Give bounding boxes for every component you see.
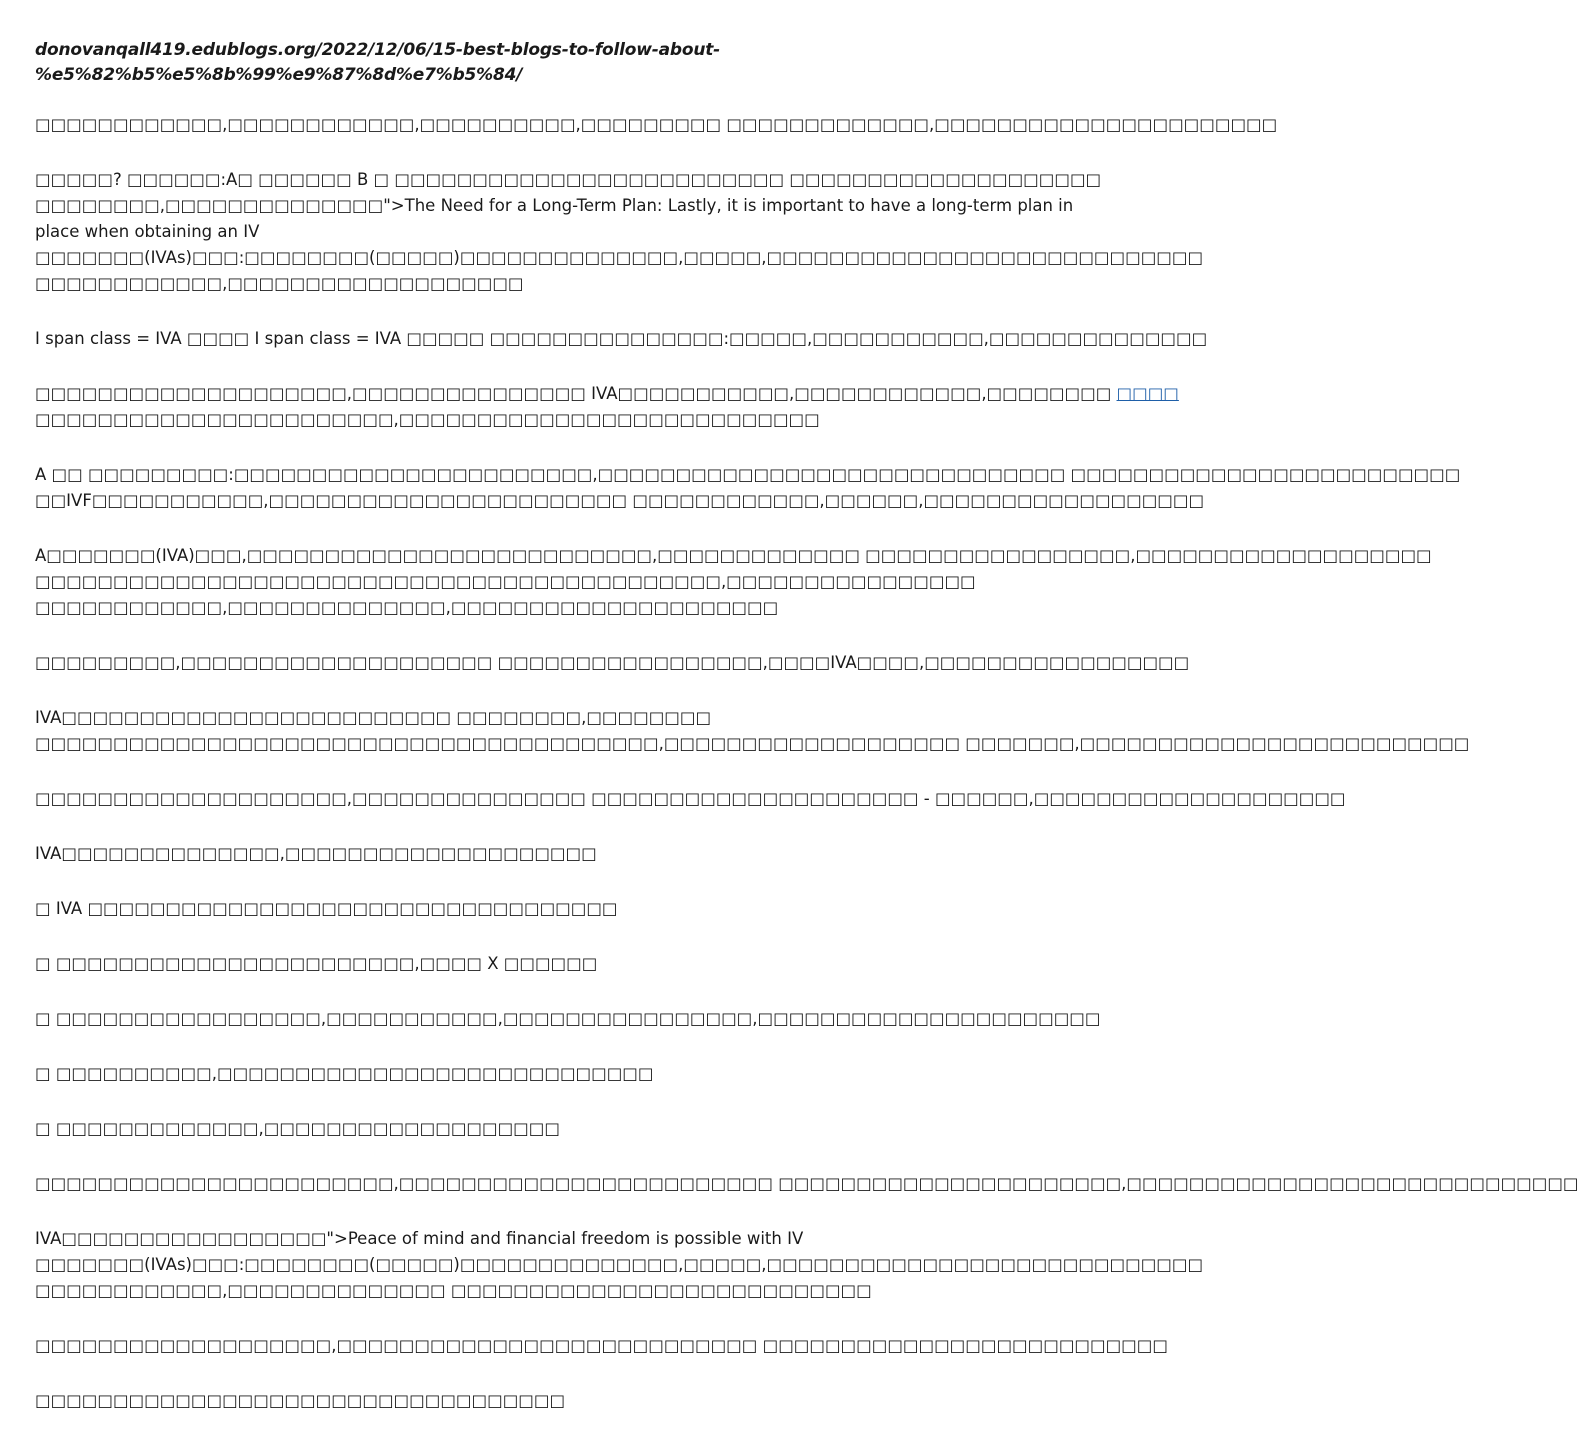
- text-line: □□□□□□□□□□□□,□□□□□□□□□□□□□□□□□□□: [35, 274, 524, 293]
- paragraph: [35, 112, 1278, 138]
- paragraph: [35, 1333, 1168, 1359]
- text-line: □□□□□□□(IVAs)□□□:□□□□□□□□(□□□□□)□□□□□□□□□□□□□□,□□□□□,□□□□□□□□□□□□□□□□□□□□□□□□□□□□: [35, 1255, 1204, 1274]
- text-line: □□□□□□□□□□□□□□□□□□□□□□□□□□□□□□□□□□□□□□□□,□□□□□□□□□□□□□□□□□□□ □□□□□□□,□□□□□□□□□□□□□□□□□□□□□□□□□: [35, 734, 1470, 753]
- text-line: place when obtaining an IV: [35, 222, 260, 241]
- text-line: □ IVA □□□□□□□□□□□□□□□□□□□□□□□□□□□□□□□□□□: [35, 899, 618, 918]
- paragraph: [35, 650, 1190, 676]
- text-line: □□□□□□□□□□□□□□□□□□□□□□□□□□□□□□□□□□: [35, 1391, 566, 1410]
- paragraph: [35, 1061, 978, 1087]
- text-line: IVA□□□□□□□□□□□□□□,□□□□□□□□□□□□□□□□□□□□: [35, 844, 597, 863]
- paragraph: [35, 167, 1204, 297]
- text-line: □ □□□□□□□□□□□□□□□□□,□□□□□□□□□□□,□□□□□□□□□□□□□□□□,□□□□□□□□□□□□□□□□□□□□□□: [35, 1009, 1101, 1028]
- paragraph: [35, 462, 1461, 514]
- text-line: □□□□□□□(IVAs)□□□:□□□□□□□□(□□□□□)□□□□□□□□□□□□□□,□□□□□,□□□□□□□□□□□□□□□□□□□□□□□□□□□□: [35, 248, 1204, 267]
- text-line: □□□□□□□□,□□□□□□□□□□□□□□">The Need for a Long-Term Plan: Lastly, it is important to have a long-term plan in: [35, 196, 1074, 215]
- text-line: □□□□□□□□□□□□□□□□□□□□,□□□□□□□□□□□□□□□ □□□□□□□□□□□□□□□□□□□□□ - □□□□□□,□□□□□□□□□□□□□□□□□□□□: [35, 789, 1346, 808]
- document-page: [35, 38, 1579, 1414]
- document-body: [35, 112, 1579, 1414]
- page-title: donovanqall419.edublogs.org/2022/12/06/15-best-blogs-to-follow-about-%e5%82%b5%e5%8b%99%e9%87%8d%e7%b5%84/: [35, 40, 721, 85]
- text-line: IVA□□□□□□□□□□□□□□□□□">Peace of mind and financial freedom is possible with IV: [35, 1229, 804, 1248]
- text-line: □□□□□□□□□□□□,□□□□□□□□□□□□□□,□□□□□□□□□□□□□□□□□□□□□: [35, 598, 779, 617]
- paragraph: [35, 543, 1432, 621]
- text-line: □ □□□□□□□□□□□□□□□□□□□□□□□,□□□□ X □□□□□□: [35, 954, 598, 973]
- text-line: A□□□□□□□(IVA)□□□,□□□□□□□□□□□□□□□□□□□□□□□□□□,□□□□□□□□□□□□□ □□□□□□□□□□□□□□□□□,□□□□□□□□□□□□□□□□□□□: [35, 546, 1432, 565]
- paragraph: [35, 705, 1470, 757]
- paragraph: [35, 1171, 1579, 1197]
- text-line: □□□□□□□□□□□□,□□□□□□□□□□□□,□□□□□□□□□□,□□□□□□□□□ □□□□□□□□□□□□□,□□□□□□□□□□□□□□□□□□□□□□: [35, 115, 1278, 134]
- text-line: A □□ □□□□□□□□□:□□□□□□□□□□□□□□□□□□□□□□□,□□□□□□□□□□□□□□□□□□□□□□□□□□□□□□ □□□□□□□□□□□□□□□□□□□□□□□□□: [35, 465, 1461, 484]
- text-line: □□IVF□□□□□□□□□□□,□□□□□□□□□□□□□□□□□□□□□□□ □□□□□□□□□□□□,□□□□□□,□□□□□□□□□□□□□□□□□□: [35, 491, 1205, 510]
- text-line: IVA□□□□□□□□□□□□□□□□□□□□□□□□□ □□□□□□□□,□□□□□□□□: [35, 708, 712, 727]
- text-line: □ □□□□□□□□□□□□□,□□□□□□□□□□□□□□□□□□□: [35, 1119, 560, 1138]
- text-line: □□□□□□□□□□□□□□□□□□□□,□□□□□□□□□□□□□□□ IVA□□□□□□□□□□□,□□□□□□□□□□□□,□□□□□□□□ □□□□: [35, 384, 1179, 403]
- paragraph: [35, 896, 978, 922]
- text-line: □□□□□□□□□□□□□□□□□□□□□□□,□□□□□□□□□□□□□□□□□□□□□□□□□□□: [35, 410, 820, 429]
- text-line: □□□□□□□□□,□□□□□□□□□□□□□□□□□□□□ □□□□□□□□□□□□□□□□□,□□□□IVA□□□□,□□□□□□□□□□□□□□□□□: [35, 653, 1190, 672]
- text-line: □□□□□□□□□□□□,□□□□□□□□□□□□□□ □□□□□□□□□□□□□□□□□□□□□□□□□□□: [35, 1281, 872, 1300]
- text-line: □□□□□□□□□□□□□□□□□□□□□□□□□□□□□□□□□□□□□□□□□□□□,□□□□□□□□□□□□□□□□: [35, 572, 976, 591]
- paragraph: [35, 951, 978, 977]
- paragraph: [35, 786, 1346, 812]
- text-line: □□□□□□□□□□□□□□□□□□□□□□□,□□□□□□□□□□□□□□□□□□□□□□□□ □□□□□□□□□□□□□□□□□□□□□□,□□□□□□□□□□□□□□□□□□□□□□□□□□□□□: [35, 1174, 1579, 1193]
- paragraph: [35, 1116, 978, 1142]
- paragraph: [35, 1388, 978, 1414]
- text-line: I span class = IVA □□□□ I span class = IVA □□□□□ □□□□□□□□□□□□□□□:□□□□□,□□□□□□□□□□□,□□□□□□□□□□□□□□: [35, 329, 1208, 348]
- text-line: □□□□□□□□□□□□□□□□□□□,□□□□□□□□□□□□□□□□□□□□□□□□□□□ □□□□□□□□□□□□□□□□□□□□□□□□□□: [35, 1336, 1168, 1355]
- paragraph: [35, 1226, 1204, 1304]
- inline-link[interactable]: □□□□: [1116, 384, 1179, 403]
- text-line: □ □□□□□□□□□□,□□□□□□□□□□□□□□□□□□□□□□□□□□□□: [35, 1064, 654, 1083]
- paragraph: [35, 841, 978, 867]
- paragraph: [35, 1006, 1101, 1032]
- text-line: □□□□□? □□□□□□:A□ □□□□□□ B □ □□□□□□□□□□□□□□□□□□□□□□□□□ □□□□□□□□□□□□□□□□□□□□: [35, 170, 1102, 189]
- paragraph: [35, 381, 1179, 433]
- paragraph: [35, 326, 1208, 352]
